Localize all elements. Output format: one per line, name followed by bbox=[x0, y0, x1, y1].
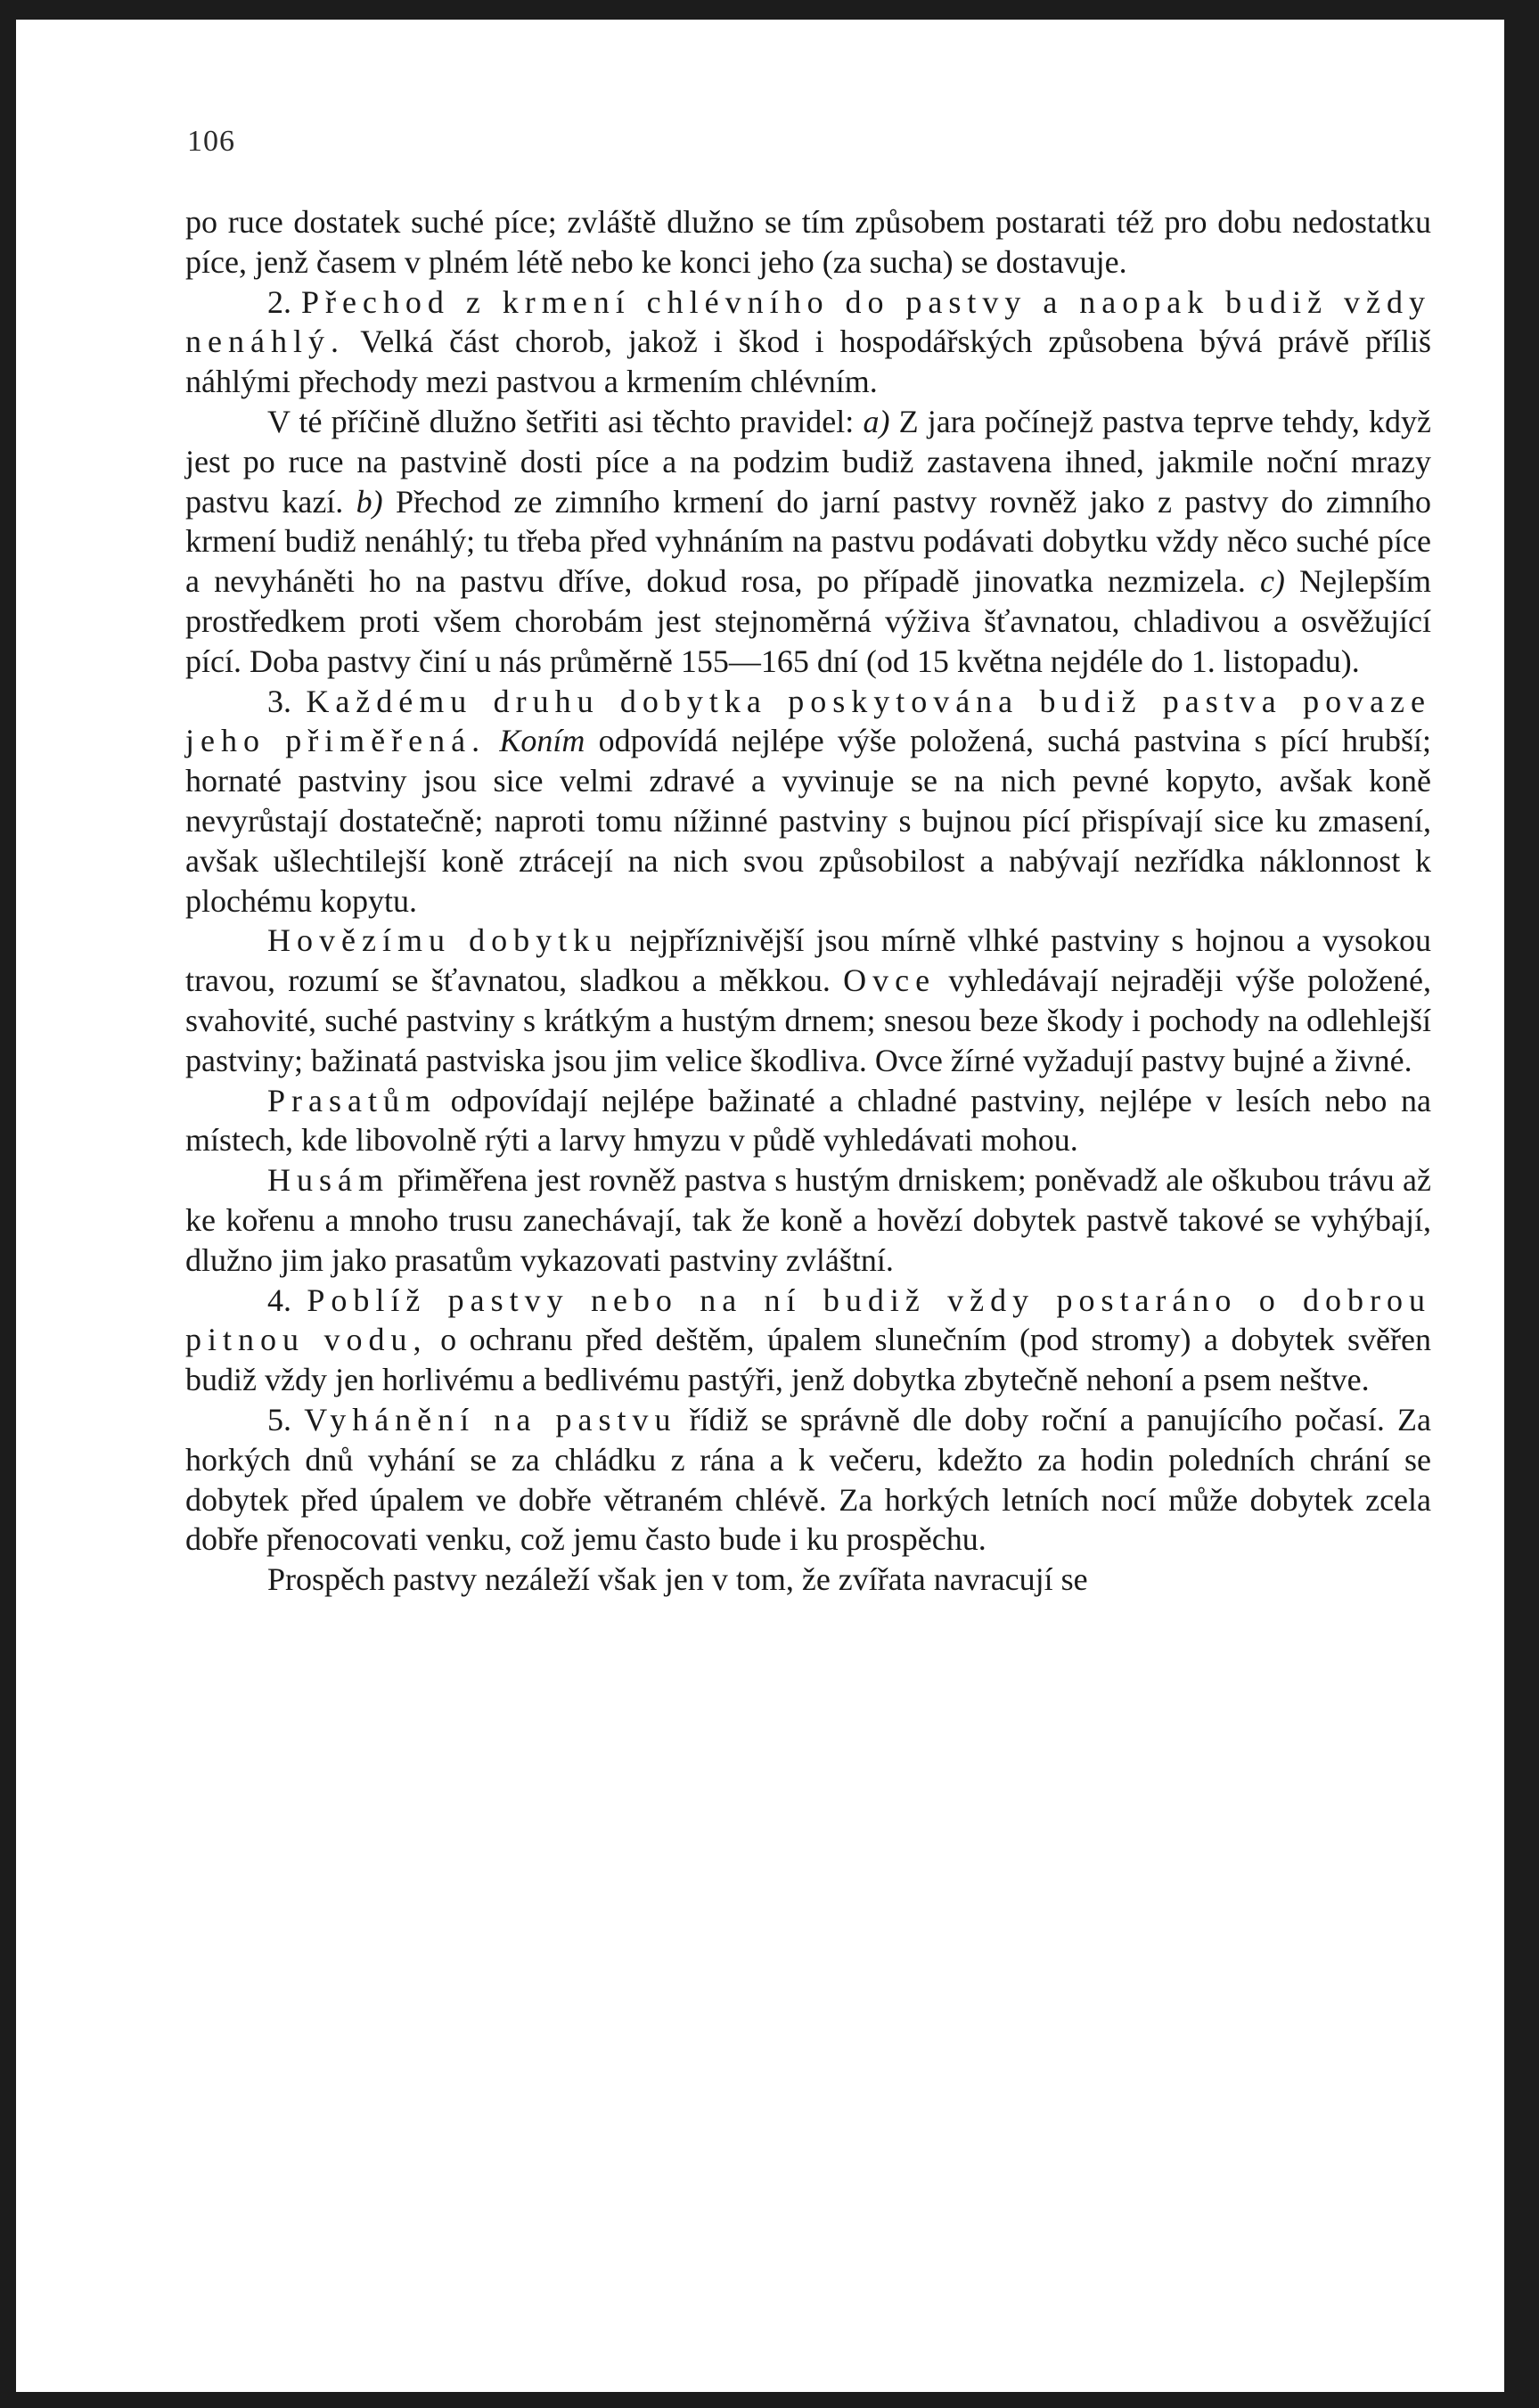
paragraph-rule-4 bbox=[185, 1281, 1431, 1400]
paragraph-text: po ruce dostatek suché píce; zvláště dlužno se tím způsobem postarati též pro dobu nedostatku píce, jenž časem v plném létě nebo ke konci jeho (za sucha) se dostavuje. bbox=[185, 204, 1431, 280]
paragraph-text: o ochranu před deštěm, úpalem slunečním (pod stromy) a dobytek svěřen budiž vždy jen horlivému a bedlivému pastýři, jenž dobytka zbytečně nehoní a psem neštve. bbox=[185, 1322, 1431, 1398]
rule-number: 2. bbox=[267, 283, 291, 320]
rule-number: 3. bbox=[267, 683, 291, 719]
paragraph-text: Z jara počínejž pastva teprve tehdy, když jest po ruce na pastvině dosti píce a na podzim budiž zastavena ihned, jakmile noční mrazy pastvu kazí. bbox=[185, 403, 1432, 520]
paragraph-text: Nejlepším prostředkem proti všem chorobám jest stejnoměrná výživa šťavnatou, chladivou a osvěžující pící. Doba pastvy činí u nás průměrně 155—165 dní (od 15 května nejdéle do 1. listopadu). bbox=[185, 563, 1432, 679]
paragraph-continuation bbox=[185, 202, 1431, 283]
keyword-horses: Koním bbox=[499, 723, 585, 759]
paragraph-rule-2 bbox=[185, 283, 1431, 402]
paragraph-cattle-sheep bbox=[185, 921, 1431, 1080]
rule-heading: Vyhánění na pastvu bbox=[304, 1401, 677, 1437]
paragraph-text: V té příčině dlužno šetřiti asi těchto pravidel: bbox=[267, 403, 855, 439]
paragraph-text: řídiž se správně dle doby roční a panujícího počasí. Za horkých dnů vyhání se za chládku z rána a k večeru, kdežto za hodin poledních chrání se dobytek před úpalem ve dobře větraném chlévě. Za horkých letních nocí může dobytek zcela dobře přenocovati venku, což jemu často bude i ku prospěchu. bbox=[185, 1401, 1432, 1558]
rule-number: 4. bbox=[267, 1282, 291, 1318]
paragraph-text: odpovídají nejlépe bažinaté a chladné pastviny, nejlépe v lesích nebo na místech, kde libovolně rýti a larvy hmyzu v půdě vyhledávati mohou. bbox=[185, 1082, 1432, 1159]
paragraph-geese bbox=[185, 1160, 1431, 1280]
paragraph-pigs bbox=[185, 1081, 1431, 1161]
page-text bbox=[185, 202, 1431, 1600]
paragraph-text: Prospěch pastvy nezáleží však jen v tom, že zvířata navracují se bbox=[267, 1561, 1088, 1598]
paragraph-text: nejpříznivější jsou mírně vlhké pastviny s hojnou a vysokou travou, rozumí se šťavnatou, sladkou a měkkou. bbox=[185, 922, 1432, 999]
keyword-cattle: Hovězímu dobytku bbox=[267, 922, 618, 959]
page-number: 106 bbox=[187, 125, 235, 158]
rule-heading: Každému druhu dobytka poskytována budiž pastva povaze jeho přiměřená. bbox=[185, 683, 1432, 759]
paragraph-text: odpovídá nejlépe výše položená, suchá pastvina s pící hrubší; hornaté pastviny jsou sice velmi zdravé a vyvinuje se na nich pevné kopyto, avšak koně nevyrůstají dostatečně; naproti tomu nížinné pastviny s bujnou pící přispívají sice ku zmasení, avšak ušlechtilejší koně ztrácejí na nich svou způsobilost a nabývají nezřídka náklonnost k plochému kopytu. bbox=[185, 723, 1432, 919]
keyword-sheep: Ovce bbox=[843, 962, 937, 999]
paragraph-text: přiměřena jest rovněž pastva s hustým drniskem; poněvadž ale oškubou trávu až ke kořenu a mnoho trusu zanechávají, tak že koně a hovězí dobytek pastvě takové se vyhýbají, dlužno jim jako prasatům vykazovati pastviny zvláštní. bbox=[185, 1162, 1431, 1278]
paragraph-closing bbox=[185, 1560, 1431, 1600]
paragraph-rules-detail bbox=[185, 402, 1431, 682]
paragraph-text: Přechod ze zimního krmení do jarní pastvy rovněž jako z pastvy do zimního krmení budiž nenáhlý; tu třeba před vyhnáním na pastvu podávati dobytku vždy něco suché píce a nevyháněti ho na pastvu dříve, dokud rosa, po případě jinovatka nezmizela. bbox=[185, 483, 1432, 600]
list-marker-b: b) bbox=[356, 483, 383, 520]
paragraph-rule-5 bbox=[185, 1400, 1431, 1560]
list-marker-a: a) bbox=[863, 403, 890, 439]
paragraph-text: vyhledávají nejraději výše položené, svahovité, suché pastviny s krátkým a hustým drnem; snesou beze škody i pochody na odlehlejší pastviny; bažinatá pastviska jsou jim velice škodliva. Ovce žírné vyžadují pastvy bujné a živné. bbox=[185, 962, 1432, 1078]
book-page bbox=[16, 20, 1504, 2392]
keyword-pigs: Prasatům bbox=[267, 1082, 437, 1118]
rule-number: 5. bbox=[267, 1401, 291, 1437]
list-marker-c: c) bbox=[1259, 563, 1285, 600]
rule-heading: Poblíž pastvy nebo na ní budiž vždy postaráno o dobrou pitnou vodu, bbox=[185, 1282, 1432, 1358]
paragraph-text: Velká část chorob, jakož i škod i hospodářských způsobena bývá právě příliš náhlými přechody mezi pastvou a krmením chlévním. bbox=[185, 324, 1431, 400]
paragraph-rule-3 bbox=[185, 682, 1431, 921]
rule-heading: Přechod z krmení chlévního do pastvy a naopak budiž vždy nenáhlý. bbox=[185, 283, 1432, 360]
keyword-geese: Husám bbox=[267, 1162, 389, 1199]
